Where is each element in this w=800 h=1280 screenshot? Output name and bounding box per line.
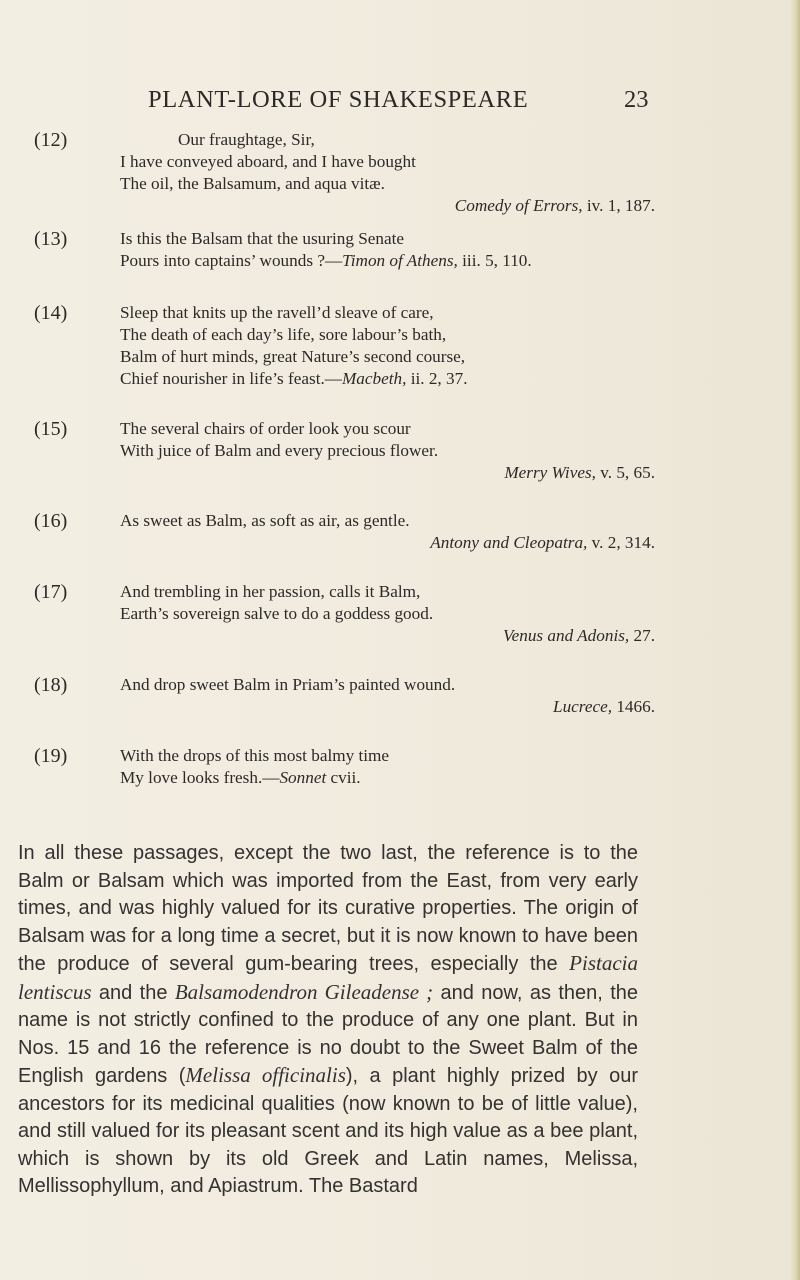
citation-reference: cvii. bbox=[326, 768, 361, 787]
paragraph-text: ), a plant highly prized by our ancestors for its medicinal qualities (now known to be of little value), and still valued for its pleasant scent and its high value as a bee plant, which is shown by its old Greek and Latin names, Melissa, Mellissophyllum, and Apiastrum. The Bastard bbox=[18, 1065, 638, 1197]
citation-reference: iv. 1, 187. bbox=[582, 196, 655, 215]
citation-reference: 1466. bbox=[612, 697, 655, 716]
quotation-line-with-citation bbox=[120, 767, 361, 789]
quotation-line-with-citation bbox=[120, 368, 468, 390]
citation bbox=[430, 532, 655, 554]
citation-reference: v. 2, 314. bbox=[587, 533, 655, 552]
quotation-line: The death of each day’s life, sore labour’s bath, bbox=[120, 325, 447, 344]
quotation-line: The several chairs of order look you scour bbox=[120, 419, 411, 438]
species-name: Balsamodendron Gileadense ; bbox=[174, 979, 434, 1004]
paragraph-text: and now, as then, the name is not strictly confined to the produce of any one plant. But in Nos. 15 and 16 the reference is no doubt to the Sweet Balm of the English gardens ( bbox=[18, 981, 639, 1087]
quotation-line: As sweet as Balm, as soft as air, as gentle. bbox=[120, 511, 410, 530]
citation-title: Merry Wives, bbox=[504, 463, 596, 482]
quotation-number: (18) bbox=[34, 674, 68, 696]
quotation-line: Sleep that knits up the ravell’d sleave of care, bbox=[120, 303, 434, 322]
running-title: PLANT-LORE OF SHAKESPEARE bbox=[148, 86, 529, 113]
quotation-line: And drop sweet Balm in Priam’s painted wound. bbox=[120, 675, 456, 694]
quotation-line-text: Pours into captains’ wounds ?— bbox=[120, 251, 343, 270]
quotation-line: With juice of Balm and every precious flower. bbox=[120, 441, 439, 460]
quotation-line-with-citation bbox=[120, 250, 532, 272]
quotation-number: (16) bbox=[34, 510, 68, 532]
page-header bbox=[0, 86, 800, 126]
page-number: 23 bbox=[624, 86, 649, 113]
paragraph-text: and the bbox=[91, 981, 175, 1004]
quotation-line: With the drops of this most balmy time bbox=[120, 746, 390, 765]
quotation-line: And trembling in her passion, calls it Balm, bbox=[120, 582, 421, 601]
species-name: Pistacia lentiscus bbox=[18, 951, 638, 1004]
quotation-number: (19) bbox=[34, 745, 68, 767]
quotation-line: The oil, the Balsamum, and aqua vitæ. bbox=[120, 174, 385, 193]
quotation-line: I have conveyed aboard, and I have bought bbox=[120, 152, 416, 171]
paragraph-text: In all these passages, except the two last, the reference is to the Balm or Balsam which was imported from the East, from very early times, and was highly valued for its curative properties. The origin of Balsam was for a long time a secret, but it is now known to have been the produce of several gum-bearing trees, especially the bbox=[18, 842, 638, 975]
citation-title: Venus and Adonis, bbox=[503, 626, 630, 645]
quotation-line: Is this the Balsam that the usuring Senate bbox=[120, 229, 405, 248]
page-edge bbox=[790, 0, 800, 1280]
citation bbox=[553, 696, 655, 718]
quotation-number: (14) bbox=[34, 302, 68, 324]
citation bbox=[504, 462, 655, 484]
quotation-line: Our fraughtage, Sir, bbox=[178, 130, 315, 149]
citation-title: Macbeth, bbox=[341, 369, 407, 388]
quotation-line-text: My love looks fresh.— bbox=[120, 768, 280, 787]
citation-title: Timon of Athens, bbox=[342, 251, 458, 270]
citation bbox=[455, 195, 655, 217]
quotation-number: (17) bbox=[34, 581, 68, 603]
citation-title: Comedy of Errors, bbox=[454, 196, 583, 215]
citation-title: Antony and Cleopatra, bbox=[430, 533, 588, 552]
quotation-line: Earth’s sovereign salve to do a goddess good. bbox=[120, 604, 434, 623]
quotation-line-text: Chief nourisher in life’s feast.— bbox=[120, 369, 342, 388]
citation-title: Lucrece, bbox=[553, 697, 613, 716]
citation-reference: v. 5, 65. bbox=[595, 463, 655, 482]
citation-title: Sonnet bbox=[279, 768, 327, 787]
citation bbox=[503, 625, 655, 647]
quotation-number: (13) bbox=[34, 228, 68, 250]
quotation-line: Balm of hurt minds, great Nature’s second course, bbox=[120, 347, 466, 366]
species-name: Melissa officinalis bbox=[185, 1063, 346, 1087]
citation-reference: iii. 5, 110. bbox=[457, 251, 532, 270]
quotation-number: (15) bbox=[34, 418, 68, 440]
citation-reference: ii. 2, 37. bbox=[406, 369, 468, 388]
body-paragraph bbox=[18, 840, 638, 1201]
quotation-number: (12) bbox=[34, 129, 68, 151]
citation-reference: 27. bbox=[629, 626, 655, 645]
